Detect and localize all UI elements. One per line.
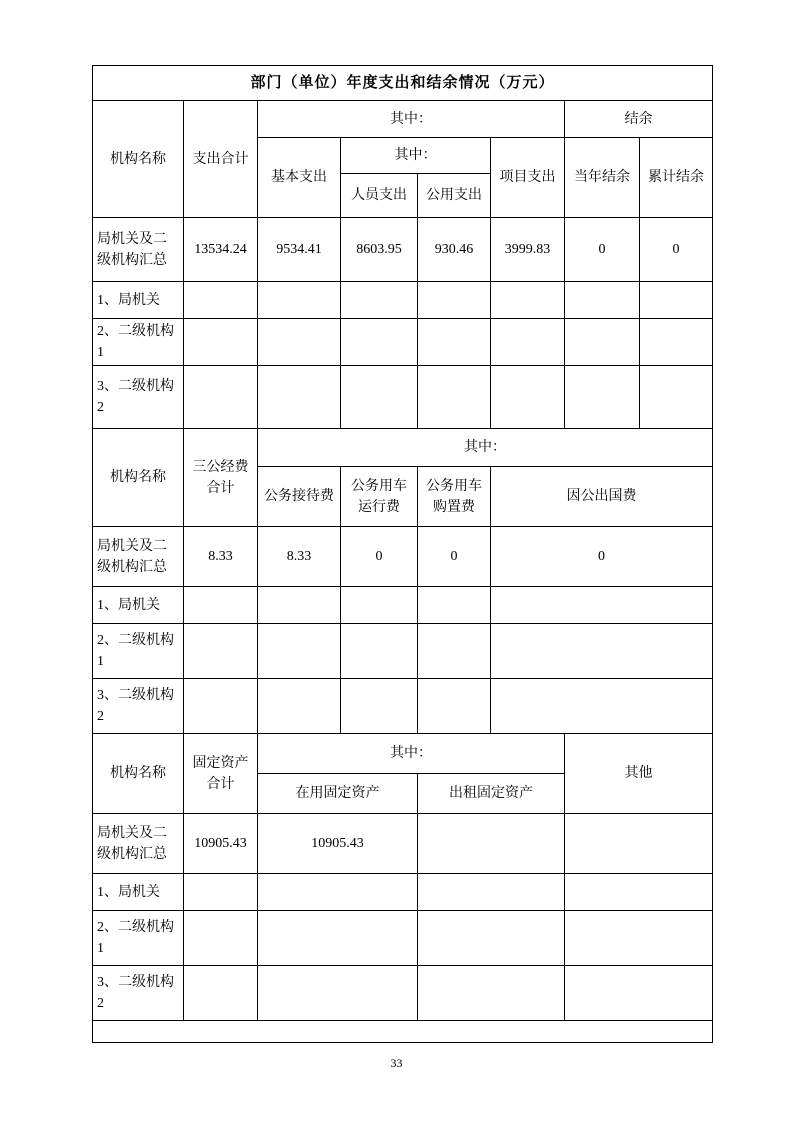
table-row	[93, 734, 713, 774]
s3-header-total: 固定资产合计	[184, 734, 258, 814]
value-cell	[491, 366, 565, 429]
value-cell	[418, 319, 491, 366]
table-row	[93, 319, 713, 366]
value-cell	[341, 624, 418, 679]
s1-header-accumulated-balance: 累计结余	[640, 138, 713, 218]
value-cell	[184, 366, 258, 429]
value-cell	[418, 679, 491, 734]
value-cell	[258, 282, 341, 319]
s2-header-vehicle-operation: 公务用车运行费	[341, 467, 418, 527]
value-cell: 8603.95	[341, 218, 418, 282]
s3-header-in-use: 在用固定资产	[258, 774, 418, 814]
table-row	[93, 966, 713, 1021]
value-cell: 0	[341, 527, 418, 587]
s1-header-project: 项目支出	[491, 138, 565, 218]
org-name-cell: 局机关及二级机构汇总	[93, 814, 184, 874]
value-cell	[184, 874, 258, 911]
org-name-cell: 局机关及二级机构汇总	[93, 218, 184, 282]
table-row	[93, 366, 713, 429]
table-row	[93, 814, 713, 874]
org-name-cell: 1、局机关	[93, 587, 184, 624]
s2-header-total: 三公经费合计	[184, 429, 258, 527]
s1-header-among: 其中：	[258, 101, 565, 138]
page-number: 33	[390, 1056, 403, 1070]
value-cell	[418, 874, 565, 911]
org-name-cell: 2、二级机构1	[93, 319, 184, 366]
value-cell	[418, 814, 565, 874]
s3-header-other: 其他	[565, 734, 713, 814]
table-row	[93, 218, 713, 282]
value-cell	[565, 366, 640, 429]
value-cell	[184, 587, 258, 624]
table-row	[93, 66, 713, 101]
value-cell	[258, 679, 341, 734]
value-cell	[341, 282, 418, 319]
s1-header-current-balance: 当年结余	[565, 138, 640, 218]
value-cell	[341, 679, 418, 734]
s3-header-among: 其中：	[258, 734, 565, 774]
s1-header-org: 机构名称	[93, 101, 184, 218]
value-cell: 0	[491, 527, 713, 587]
value-cell	[258, 874, 418, 911]
table-row	[93, 679, 713, 734]
org-name-cell: 3、二级机构2	[93, 966, 184, 1021]
value-cell: 9534.41	[258, 218, 341, 282]
value-cell	[418, 587, 491, 624]
table-row	[93, 101, 713, 138]
table-row	[93, 911, 713, 966]
value-cell	[640, 366, 713, 429]
empty-cell	[93, 1021, 713, 1043]
s1-header-personnel: 人员支出	[341, 174, 418, 218]
value-cell	[565, 282, 640, 319]
s1-header-basic: 基本支出	[258, 138, 341, 218]
value-cell	[184, 966, 258, 1021]
s2-header-reception: 公务接待费	[258, 467, 341, 527]
value-cell	[491, 282, 565, 319]
value-cell: 13534.24	[184, 218, 258, 282]
value-cell: 0	[565, 218, 640, 282]
s1-header-public: 公用支出	[418, 174, 491, 218]
value-cell	[565, 911, 713, 966]
value-cell	[341, 366, 418, 429]
value-cell	[565, 966, 713, 1021]
value-cell: 930.46	[418, 218, 491, 282]
org-name-cell: 1、局机关	[93, 874, 184, 911]
org-name-cell: 3、二级机构2	[93, 679, 184, 734]
value-cell	[341, 319, 418, 366]
value-cell	[184, 679, 258, 734]
value-cell	[341, 587, 418, 624]
s1-header-balance: 结余	[565, 101, 713, 138]
value-cell: 0	[418, 527, 491, 587]
s1-header-among2: 其中：	[341, 138, 491, 174]
value-cell	[565, 319, 640, 366]
value-cell	[565, 874, 713, 911]
table-row	[93, 527, 713, 587]
value-cell	[418, 282, 491, 319]
value-cell	[418, 624, 491, 679]
org-name-cell: 3、二级机构2	[93, 366, 184, 429]
budget-expenditure-table	[92, 65, 713, 1043]
value-cell	[258, 587, 341, 624]
value-cell: 10905.43	[258, 814, 418, 874]
table-row	[93, 874, 713, 911]
value-cell: 8.33	[258, 527, 341, 587]
value-cell	[184, 319, 258, 366]
s3-header-leased: 出租固定资产	[418, 774, 565, 814]
value-cell	[640, 282, 713, 319]
table-row	[93, 429, 713, 467]
value-cell	[418, 366, 491, 429]
table-row	[93, 624, 713, 679]
s3-header-org: 机构名称	[93, 734, 184, 814]
table-row	[93, 282, 713, 319]
s1-header-total: 支出合计	[184, 101, 258, 218]
value-cell	[184, 282, 258, 319]
value-cell: 10905.43	[184, 814, 258, 874]
org-name-cell: 2、二级机构1	[93, 624, 184, 679]
value-cell: 8.33	[184, 527, 258, 587]
value-cell	[184, 911, 258, 966]
value-cell	[565, 814, 713, 874]
value-cell: 3999.83	[491, 218, 565, 282]
table-row	[93, 1021, 713, 1043]
value-cell	[258, 319, 341, 366]
table-title: 部门（单位）年度支出和结余情况（万元）	[93, 66, 713, 101]
s2-header-org: 机构名称	[93, 429, 184, 527]
s2-header-among: 其中：	[258, 429, 713, 467]
value-cell	[258, 624, 341, 679]
value-cell	[258, 911, 418, 966]
value-cell	[640, 319, 713, 366]
s2-header-abroad: 因公出国费	[491, 467, 713, 527]
table-row	[93, 587, 713, 624]
value-cell	[491, 587, 713, 624]
value-cell	[491, 319, 565, 366]
value-cell	[491, 679, 713, 734]
org-name-cell: 1、局机关	[93, 282, 184, 319]
value-cell	[418, 911, 565, 966]
value-cell	[491, 624, 713, 679]
value-cell	[258, 966, 418, 1021]
value-cell	[258, 366, 341, 429]
org-name-cell: 局机关及二级机构汇总	[93, 527, 184, 587]
org-name-cell: 2、二级机构1	[93, 911, 184, 966]
value-cell	[184, 624, 258, 679]
value-cell: 0	[640, 218, 713, 282]
s2-header-vehicle-purchase: 公务用车购置费	[418, 467, 491, 527]
value-cell	[418, 966, 565, 1021]
